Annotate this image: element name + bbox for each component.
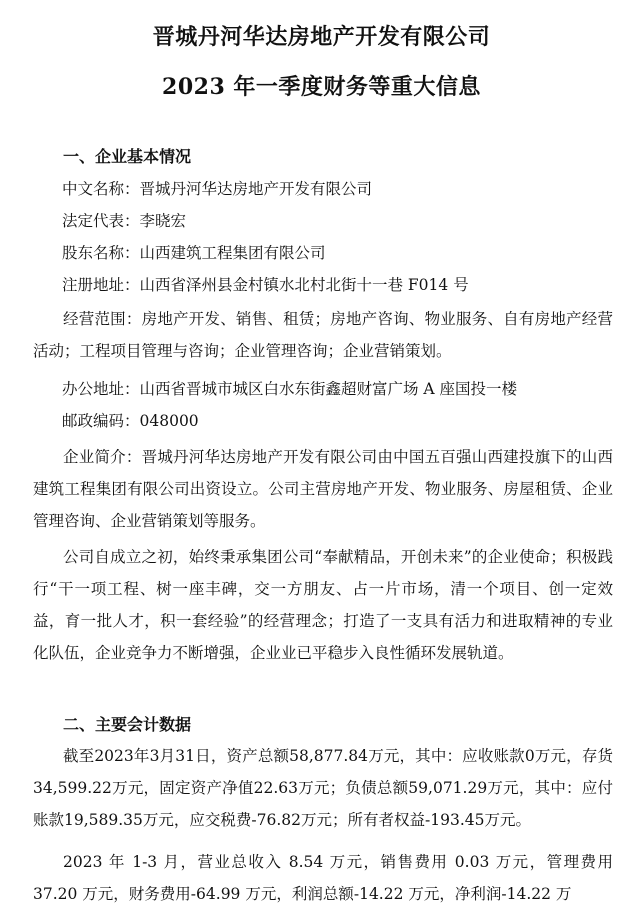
- field-postal-code: 邮政编码：048000: [62, 412, 199, 430]
- field-registered-address: 注册地址：山西省泽州县金村镇水北村北街十一巷 F014 号: [62, 276, 469, 294]
- field-chinese-name: 中文名称：晋城丹河华达房地产开发有限公司: [62, 180, 373, 198]
- document-subtitle: 2023 年一季度财务等重大信息: [162, 74, 481, 100]
- company-profile-paragraph: 企业简介：晋城丹河华达房地产开发有限公司由中国五百强山西建投旗下的山西建筑工程集团有限公司出资设立。公司主营房地产开发、物业服务、房屋租赁、企业管理咨询、企业营销策划等服务。: [33, 448, 613, 530]
- field-office-address: 办公地址：山西省晋城市城区白水东街鑫超财富广场 A 座国投一楼: [62, 380, 518, 398]
- balance-sheet-paragraph: 截至2023年3月31日，资产总额58,877.84万元，其中：应收账款0万元，存货34,599.22万元，固定资产净值22.63万元；负债总额59,071.29万元，其中：应付账款19,589.35万元，应交税费-76.82万元；所有者权益-193.45万元。: [33, 747, 613, 829]
- field-business-scope: 经营范围：房地产开发、销售、租赁；房地产咨询、物业服务、自有房地产经营活动；工程项目管理与咨询；企业管理咨询；企业营销策划。: [33, 310, 613, 360]
- field-shareholder: 股东名称：山西建筑工程集团有限公司: [62, 244, 326, 262]
- company-mission-paragraph: 公司自成立之初，始终秉承集团公司“奉献精品，开创未来”的企业使命；积极践行“干一项工程、树一座丰碑，交一方朋友、占一片市场，清一个项目、创一定效益，育一批人才，积一套经验”的经营理念；打造了一支具有活力和进取精神的专业化队伍，企业竞争力不断增强，企业业已平稳步入良性循环发展轨道。: [33, 548, 613, 662]
- section-heading-basic-info: 一、企业基本情况: [63, 147, 192, 166]
- document-title: 晋城丹河华达房地产开发有限公司: [152, 24, 491, 50]
- field-legal-representative: 法定代表：李晓宏: [62, 212, 187, 230]
- section-heading-accounting-data: 二、主要会计数据: [63, 715, 192, 734]
- income-statement-paragraph: 2023 年 1-3 月，营业总收入 8.54 万元，销售费用 0.03 万元，管理费用 37.20 万元，财务费用-64.99 万元，利润总额-14.22 万元，净利润-14.22 万: [33, 853, 613, 903]
